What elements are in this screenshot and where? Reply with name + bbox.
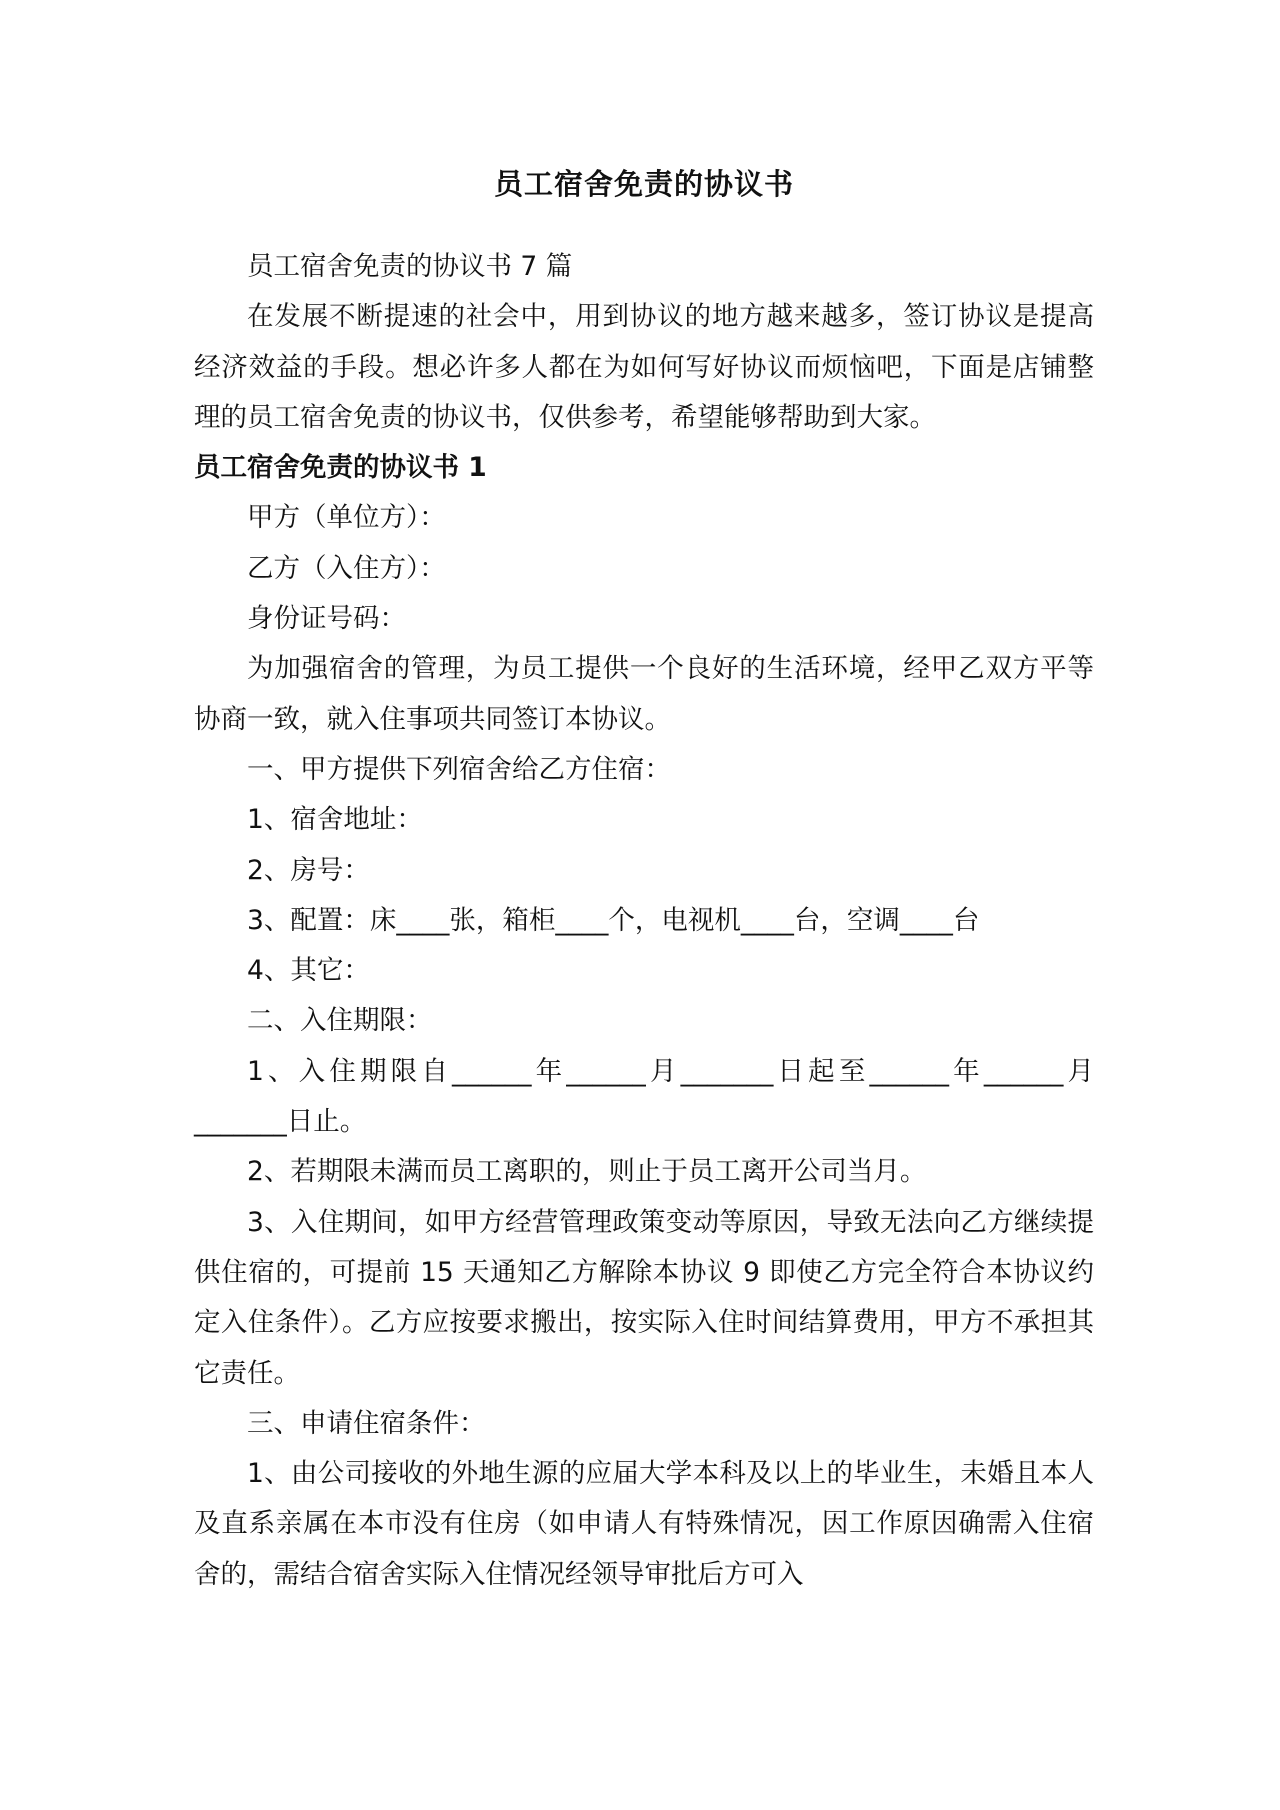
clause-1-heading: 一、甲方提供下列宿舍给乙方住宿： xyxy=(247,753,671,785)
clause-1-item-2: 2、房号： xyxy=(247,854,370,886)
document-body xyxy=(194,242,1094,1600)
intro-paragraph: 在发展不断提速的社会中，用到协议的地方越来越多，签订协议是提高经济效益的手段。想必许多人都在为如何写好协议而烦恼吧，下面是店铺整理的员工宿舍免责的协议书，仅供参考，希望能够帮助到大家。 xyxy=(194,301,1094,433)
party-a-line: 甲方（单位方）： xyxy=(247,502,446,534)
document-page xyxy=(194,0,1094,1810)
subtitle-paragraph: 员工宿舍免责的协议书 7 篇 xyxy=(247,251,573,282)
clause-2-item-3: 3、入住期间，如甲方经营管理政策变动等原因，导致无法向乙方继续提供住宿的，可提前 15 天通知乙方解除本协议 9 即使乙方完全符合本协议约定入住条件）。乙方应按要求搬出，按实际入住时间结算费用，甲方不承担其它责任。 xyxy=(194,1206,1094,1389)
document-title: 员工宿舍免责的协议书 xyxy=(493,167,794,201)
clause-3-item-1: 1、由公司接收的外地生源的应届大学本科及以上的毕业生，未婚且本人及直系亲属在本市没有住房（如申请人有特殊情况，因工作原因确需入住宿舍的，需结合宿舍实际入住情况经领导审批后方可入 xyxy=(194,1458,1094,1590)
clause-1-item-4: 4、其它： xyxy=(247,955,370,987)
clause-1-item-1: 1、宿舍地址： xyxy=(247,804,423,836)
clause-3-heading: 三、申请住宿条件： xyxy=(247,1407,486,1439)
clause-2-heading: 二、入住期限： xyxy=(247,1005,433,1037)
clause-1-item-3: 3、配置：床____张，箱柜____个，电视机____台，空调____台 xyxy=(247,904,980,936)
clause-2-item-2: 2、若期限未满而员工离职的，则止于员工离开公司当月。 xyxy=(247,1156,927,1188)
clause-2-item-1: 1、入住期限自______年______月_______日起至______年______月_______日止。 xyxy=(194,1055,1094,1138)
party-b-line: 乙方（入住方）： xyxy=(247,552,446,584)
id-number-line: 身份证号码： xyxy=(247,603,406,635)
section-heading: 员工宿舍免责的协议书 1 xyxy=(194,452,487,484)
preamble-paragraph: 为加强宿舍的管理，为员工提供一个良好的生活环境，经甲乙双方平等协商一致，就入住事项共同签订本协议。 xyxy=(194,653,1094,735)
